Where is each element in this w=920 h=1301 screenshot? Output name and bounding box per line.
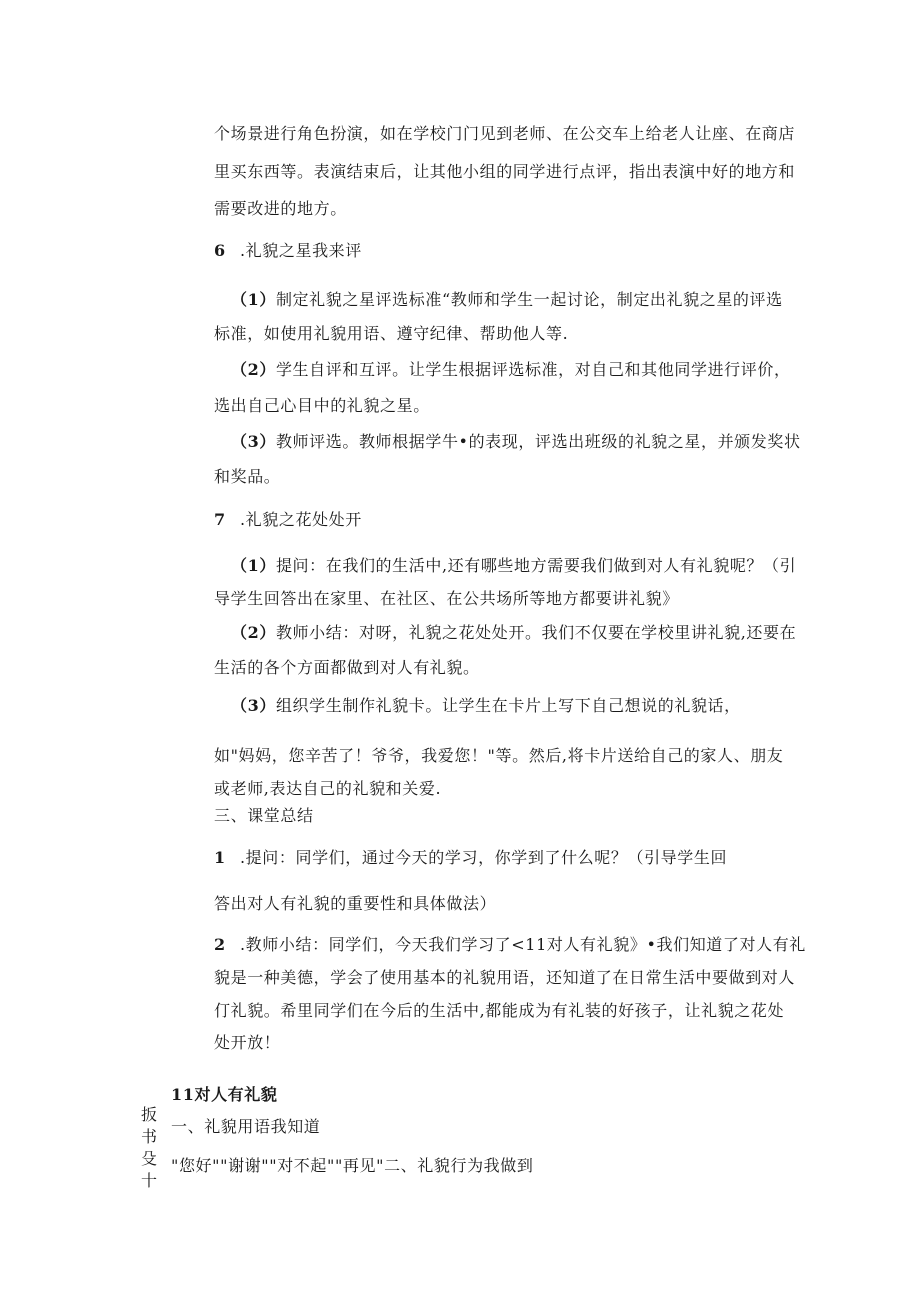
- board-line: "您好""谢谢""对不起""再见"二、礼貌行为我做到: [171, 1156, 534, 1175]
- paragraph-line: 如"妈妈，您辛苦了！爷爷，我爱您！"等。然后,将卡片送给自己的家人、朋友: [214, 746, 784, 765]
- side-char: 书: [141, 1127, 158, 1146]
- paragraph-line: 个场景进行角色扮演，如在学校门门见到老师、在公交车上给老人让座、在商店: [214, 124, 796, 143]
- summary-item-1: [214, 848, 727, 868]
- item-mark: （3）: [231, 432, 276, 451]
- item-mark: （1）: [231, 556, 276, 575]
- paragraph-line: 生活的各个方面都做到对人有礼貌。: [214, 658, 480, 677]
- summary-item-2: [214, 935, 806, 955]
- board-title: 11对人有礼貌: [171, 1085, 278, 1104]
- item-text: 教师小结：对呀，礼貌之花处处开。我们不仅要在学校里讲礼貌,还要在: [275, 623, 797, 642]
- paragraph-line: 处开放！: [214, 1033, 281, 1052]
- list-item: [231, 432, 801, 452]
- list-item: [231, 556, 796, 576]
- section-number: 6: [214, 241, 226, 260]
- item-number: 1: [214, 848, 226, 867]
- paragraph-line: 选出自己心目中的礼貌之星。: [214, 396, 430, 415]
- item-text: 提问：在我们的生活中,还有哪些地方需要我们做到对人有礼貌呢？（引: [275, 556, 797, 575]
- paragraph-line: 里买东西等。表演结束后，让其他小组的同学进行点评，指出表演中好的地方和: [214, 162, 796, 181]
- side-char: 十: [141, 1171, 158, 1190]
- paragraph-line: 仃礼貌。希里同学们在今后的生活中,都能成为有礼装的好孩子，让礼貌之花处: [214, 1001, 785, 1020]
- item-mark: （2）: [231, 360, 276, 379]
- board-line: 一、礼貌用语我知道: [171, 1117, 321, 1136]
- list-item: [231, 696, 741, 716]
- section-6-heading: [214, 241, 362, 261]
- item-mark: （2）: [231, 623, 276, 642]
- paragraph-line: 标准，如使用礼貌用语、遵守纪律、帮助他人等.: [214, 324, 569, 343]
- paragraph-line: 或老师,表达自己的礼貌和关爱.: [214, 779, 442, 798]
- paragraph-line: 貌是一种美德，学会了使用基本的礼貌用语，还知道了在日常生活中要做到对人: [214, 968, 796, 987]
- item-mark: （3）: [231, 696, 276, 715]
- list-item: [231, 360, 791, 380]
- paragraph-line: 答出对人有礼貌的重要性和具体做法）: [214, 894, 497, 913]
- item-text: .教师小结：同学们，今天我们学习了<11对人有礼貌》•我们知道了对人有礼: [240, 935, 806, 954]
- item-mark: （1）: [231, 290, 276, 309]
- list-item: [231, 290, 783, 310]
- board-side-label: [141, 1104, 159, 1192]
- section-three-heading: 三、课堂总结: [214, 806, 314, 825]
- item-text: 教师评选。教师根据学牛•的表现，评选出班级的礼貌之星，并颁发奖状: [275, 432, 801, 451]
- paragraph-line: 导学生回答出在家里、在社区、在公共场所等地方都要讲礼貌》: [214, 589, 679, 608]
- paragraph-line: 需要改进的地方。: [214, 199, 347, 218]
- section-7-heading: [214, 510, 362, 530]
- item-number: 2: [214, 935, 226, 954]
- item-text: 制定礼貌之星评选标准“教师和学生一起讨论，制定出礼貌之星的评选: [275, 290, 783, 309]
- section-title: .礼貌之花处处开: [240, 510, 362, 529]
- section-title: .礼貌之星我来评: [240, 241, 362, 260]
- side-char: 扳: [141, 1105, 158, 1124]
- item-text: .提问：同学们，通过今天的学习，你学到了什么呢？（引导学生回: [240, 848, 728, 867]
- section-number: 7: [214, 510, 226, 529]
- side-char: 殳: [141, 1149, 158, 1168]
- item-text: 组织学生制作礼貌卡。让学生在卡片上写下自己想说的礼貌话，: [275, 696, 741, 715]
- paragraph-line: 和奖品。: [214, 467, 281, 486]
- list-item: [231, 623, 796, 643]
- item-text: 学生自评和互评。让学生根据评选标准，对自己和其他同学进行评价，: [275, 360, 791, 379]
